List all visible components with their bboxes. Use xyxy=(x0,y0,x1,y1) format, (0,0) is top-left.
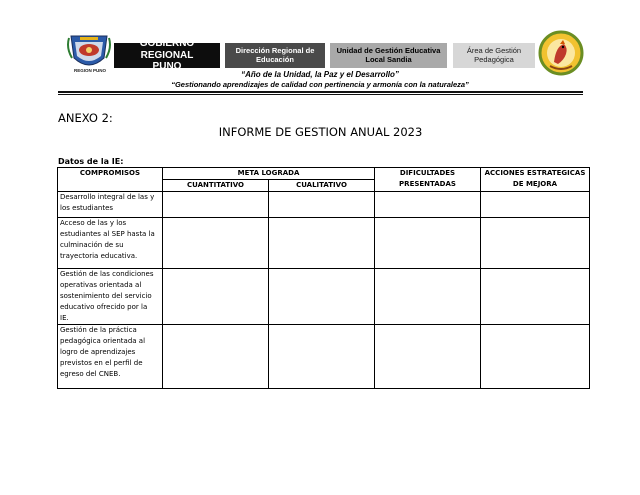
table-row xyxy=(58,192,590,218)
header-box-ugel xyxy=(330,43,447,68)
acciones-cell[interactable] xyxy=(481,218,590,269)
cualitativo-cell[interactable] xyxy=(269,325,375,389)
table-header-row xyxy=(58,168,590,180)
box2-line1: Dirección Regional de xyxy=(235,45,315,55)
dificultades-cell[interactable] xyxy=(375,218,481,269)
box4-line1: Área de Gestión xyxy=(466,45,522,55)
header-cualitativo: CUALITATIVO xyxy=(269,180,375,192)
compromiso-line: culminación de su xyxy=(60,241,124,249)
box3-line1: Unidad de Gestión Educativa xyxy=(336,45,441,55)
cuantitativo-cell[interactable] xyxy=(163,192,269,218)
annex-label: ANEXO 2: xyxy=(58,111,113,125)
compromiso-line: Gestión de la práctica xyxy=(60,326,137,334)
header-meta-lograda: META LOGRADA xyxy=(163,168,375,180)
motto-mission: “Gestionando aprendizajes de calidad con pertinencia y armonía con la naturaleza” xyxy=(171,80,469,89)
logo-caption: REGION PUNO xyxy=(73,68,106,73)
box2-line2: Educación xyxy=(256,54,294,64)
compromiso-line: logro de aprendizajes xyxy=(60,348,136,356)
header-acciones-line2: DE MEJORA xyxy=(512,180,558,188)
page-title: INFORME DE GESTION ANUAL 2023 xyxy=(218,125,423,139)
compromiso-cell xyxy=(58,192,163,218)
compromiso-line: Desarrollo integral de las y xyxy=(60,193,155,201)
cualitativo-cell[interactable] xyxy=(269,192,375,218)
compromiso-line: pedagógica orientada al xyxy=(60,337,146,345)
compromiso-cell xyxy=(58,325,163,389)
cualitativo-cell[interactable] xyxy=(269,269,375,325)
header-divider xyxy=(58,91,583,93)
box1-line1: GOBIERNO REGIONAL xyxy=(139,38,195,61)
compromiso-line: sostenimiento del servicio xyxy=(60,292,152,300)
compromiso-line: trayectoria educativa. xyxy=(60,252,138,260)
header-divider-thin xyxy=(58,94,583,95)
management-report-table xyxy=(57,167,590,389)
header-cuantitativo: CUANTITATIVO xyxy=(163,180,269,192)
header-acciones-line1: ACCIONES ESTRATEGICAS xyxy=(484,169,586,177)
dificultades-cell[interactable] xyxy=(375,192,481,218)
box4-line2: Pedagógica xyxy=(474,54,514,64)
compromiso-line: operativas orientada al xyxy=(60,281,142,289)
header-dificultades-line2: PRESENTADAS xyxy=(399,180,456,188)
cuantitativo-cell[interactable] xyxy=(163,218,269,269)
header-acciones xyxy=(481,168,590,192)
section-label: Datos de la IE: xyxy=(58,157,124,166)
table-row xyxy=(58,269,590,325)
dificultades-cell[interactable] xyxy=(375,269,481,325)
header-dificultades-line1: DIFICULTADES xyxy=(399,169,456,177)
compromiso-line: Gestión de las condiciones xyxy=(60,270,154,278)
dificultades-cell[interactable] xyxy=(375,325,481,389)
header-box-pedagogical-area xyxy=(453,43,535,68)
header-box-regional-government xyxy=(114,38,220,73)
compromiso-line: IE. xyxy=(60,314,69,322)
cuantitativo-cell[interactable] xyxy=(163,325,269,389)
table-row xyxy=(58,218,590,269)
compromiso-cell xyxy=(58,269,163,325)
header-compromisos: COMPROMISOS xyxy=(58,168,163,192)
header-box-regional-education xyxy=(225,43,325,68)
acciones-cell[interactable] xyxy=(481,325,590,389)
motto-year: “Año de la Unidad, la Paz y el Desarrollo” xyxy=(241,70,399,79)
header-dificultades xyxy=(375,168,481,192)
table-row xyxy=(58,325,590,389)
compromiso-line: estudiantes al SEP hasta la xyxy=(60,230,155,238)
compromiso-line: Acceso de las y los xyxy=(60,219,127,227)
compromiso-line: egreso del CNEB. xyxy=(60,370,121,378)
box1-line2: PUNO xyxy=(152,61,182,73)
cualitativo-cell[interactable] xyxy=(269,218,375,269)
compromiso-cell xyxy=(58,218,163,269)
cuantitativo-cell[interactable] xyxy=(163,269,269,325)
acciones-cell[interactable] xyxy=(481,192,590,218)
compromiso-line: los estudiantes xyxy=(60,204,114,212)
acciones-cell[interactable] xyxy=(481,269,590,325)
box3-line2: Local Sandia xyxy=(365,54,412,64)
compromiso-line: educativo ofrecido por la xyxy=(60,303,148,311)
compromiso-line: previstos en el perfil de xyxy=(60,359,143,367)
